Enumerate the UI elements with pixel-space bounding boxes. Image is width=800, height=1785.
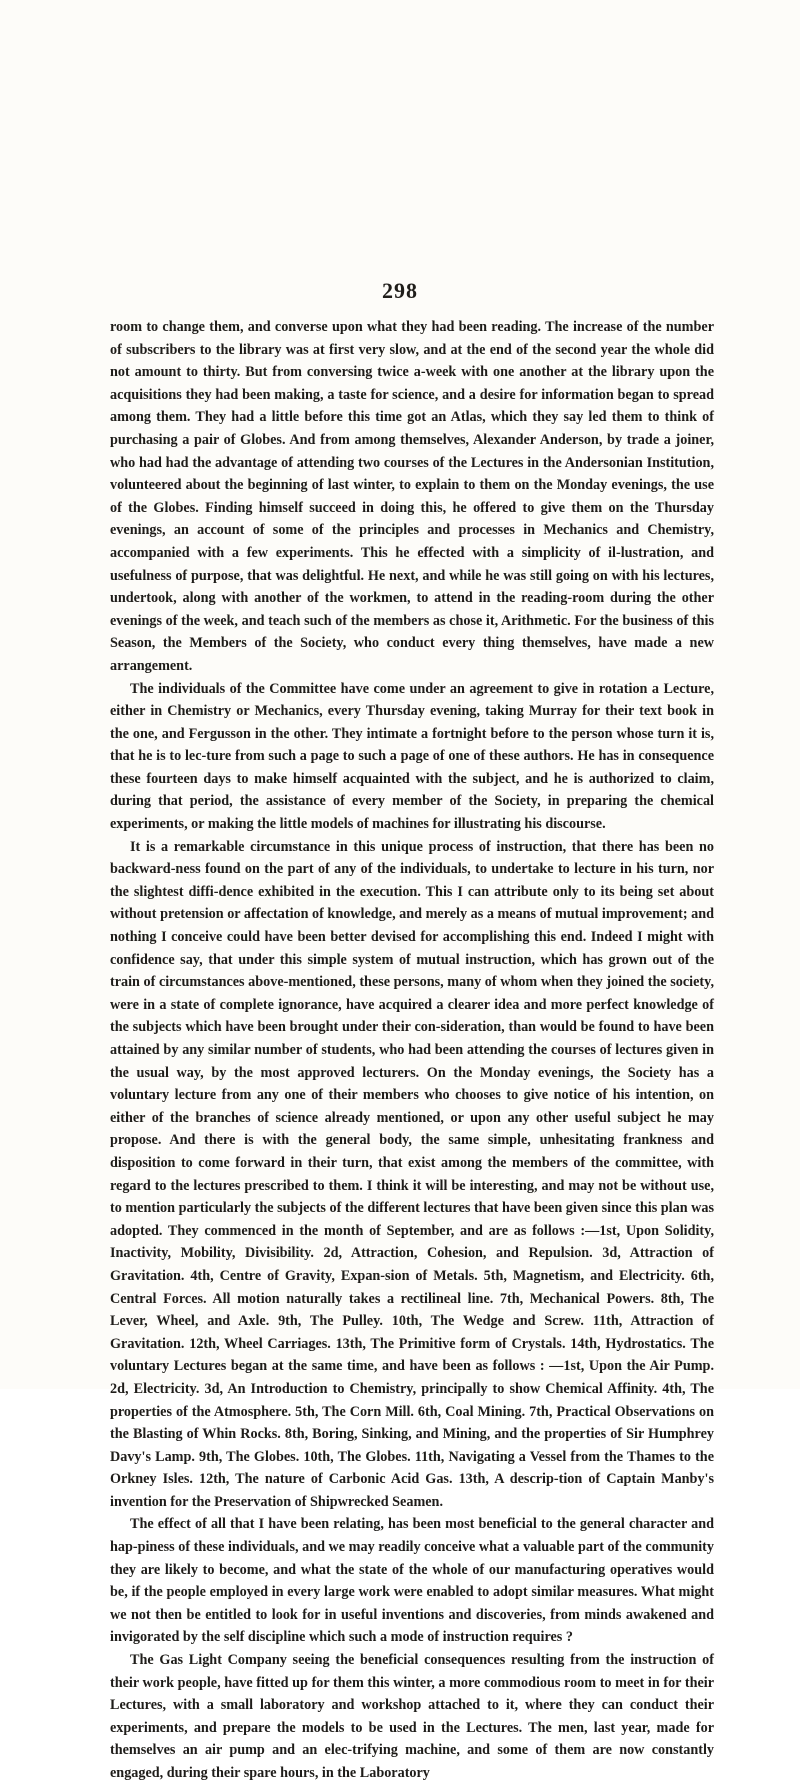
paragraph: The effect of all that I have been relating, has been most beneficial to the general character and hap-piness of these individuals, and we may readily conceive what a valuable part of the community they are likely to become, and what the state of the whole of our manufacturing operatives would be, if the people employed in every large work were enabled to adopt similar measures. What might we not then be entitled to look for in useful inventions and discoveries, from minds awakened and invigorated by the self discipline which such a mode of instruction requires ? — [110, 1516, 714, 1646]
paragraph: The Gas Light Company seeing the beneficial consequences resulting from the instruction of their work people, have fitted up for them this winter, a more commodious room to meet in for their Lectures, with a small laboratory and workshop attached to it, where they can conduct their experiments, and prepare the models to be used in the Lectures. The men, last year, made for themselves an air pump and an elec-trifying machine, and some of them are now constantly engaged, during their spare hours, in the Laboratory — [110, 1652, 714, 1781]
page-body — [110, 316, 714, 1785]
paragraph: It is a remarkable circumstance in this unique process of instruction, that there has been no backward-ness found on the part of any of the individuals, to undertake to lecture in his turn, nor the slightest diffi-dence exhibited in the execution. This I can attribute only to its being set about without pretension or affectation of knowledge, and merely as a means of mutual improvement; and nothing I conceive could have been better devised for accomplishing this end. Indeed I might with confidence say, that under this simple system of mutual instruction, which has grown out of the train of circumstances above-mentioned, these persons, many of whom when they joined the society, were in a state of complete ignorance, have acquired a clearer idea and more perfect knowledge of the subjects which have been brought under their con-sideration, than would be found to have been attained by any similar number of students, who had been attending the courses of lectures given in the usual way, by the most approved lecturers. On the Monday evenings, the Society has a voluntary lecture from any one of their members who chooses to give notice of his intention, on either of the branches of science already mentioned, or upon any other useful subject he may propose. And there is with the general body, the same simple, unhesitating frankness and disposition to come forward in their turn, that exist among the members of the committee, with regard to the lectures prescribed to them. I think it will be interesting, and may not be without use, to mention particularly the subjects of the different lectures that have been given since this plan was adopted. They commenced in the month of September, and are as follows :—1st, Upon Solidity, Inactivity, Mobility, Divisibility. 2d, Attraction, Cohesion, and Repulsion. 3d, Attraction of Gravitation. 4th, Centre of Gravity, Expan-sion of Metals. 5th, Magnetism, and Electricity. 6th, Central Forces. All motion naturally takes a rectilineal line. 7th, Mechanical Powers. 8th, The Lever, Wheel, and Axle. 9th, The Pulley. 10th, The Wedge and Screw. 11th, Attraction of Gravitation. 12th, Wheel Carriages. 13th, The Primitive form of Crystals. 14th, Hydrostatics. The voluntary Lectures began at the same time, and have been as follows : —1st, Upon the Air Pump. 2d, Electricity. 3d, An Introduction to Chemistry, principally to show Chemical Affinity. 4th, The properties of the Atmosphere. 5th, The Corn Mill. 6th, Coal Mining. 7th, Practical Observations on the Blasting of Whin Rocks. 8th, Boring, Sinking, and Mining, and the properties of Sir Humphrey Davy's Lamp. 9th, The Globes. 10th, The Globes. 11th, Navigating a Vessel from the Thames to the Orkney Isles. 12th, The nature of Carbonic Acid Gas. 13th, A descrip-tion of Captain Manby's invention for the Preservation of Shipwrecked Seamen. — [110, 838, 714, 1510]
paragraph: The individuals of the Committee have come under an agreement to give in rotation a Lecture, either in Chemistry or Mechanics, every Thursday evening, taking Murray for their text book in the one, and Fergusson in the other. They intimate a fortnight before to the person whose turn it is, that he is to lec-ture from such a page to such a page of one of these authors. He has in consequence these fourteen days to make himself acquainted with the subject, and he is authorized to claim, during that period, the assistance of every member of the Society, in preparing the chemical experiments, or making the little models of machines for illustrating his discourse. — [110, 680, 714, 833]
paragraph: room to change them, and converse upon what they had been reading. The increase of the number of subscribers to the library was at first very slow, and at the end of the second year the whole did not amount to thirty. But from conversing twice a-week with one another at the library upon the acquisitions they had been making, a taste for science, and a desire for information began to spread among them. They had a little before this time got an Atlas, which they say led them to think of purchasing a pair of Globes. And from among themselves, Alexander Anderson, by trade a joiner, who had had the advantage of attending two courses of the Lectures in the Andersonian Institution, volunteered about the beginning of last winter, to explain to them on the Monday evenings, the use of the Globes. Finding himself succeed in doing this, he offered to give them on the Thursday evenings, an account of some of the principles and processes in Mechanics and Chemistry, accompanied with a few experiments. This he effected with a simplicity of il-lustration, and usefulness of purpose, that was delightful. He next, and while he was still going on with his lectures, undertook, along with another of the workmen, to attend in the reading-room during the other evenings of the week, and teach such of the members as chose it, Arithmetic. For the business of this Season, the Members of the Society, who conduct every thing themselves, have made a new arrangement. — [110, 319, 714, 674]
page-number: 298 — [382, 278, 418, 303]
